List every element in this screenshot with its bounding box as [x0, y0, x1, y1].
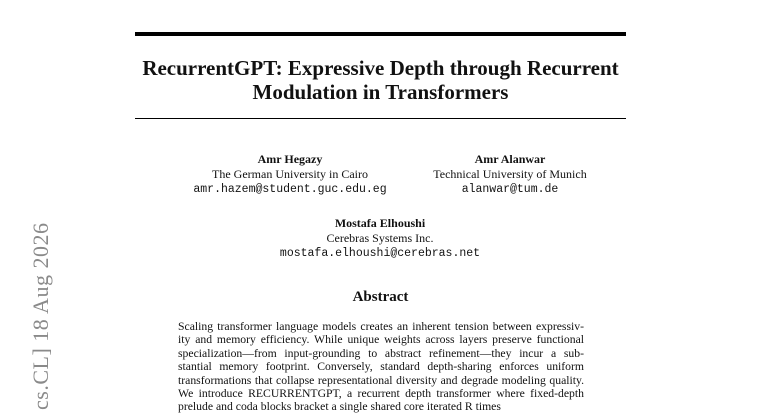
author-affiliation: The German University in Cairo: [212, 167, 368, 181]
author-email: mostafa.elhoushi@cerebras.net: [279, 247, 481, 260]
author-email: alanwar@tum.de: [461, 183, 559, 196]
abstract-heading: Abstract: [352, 289, 409, 305]
author-affiliation: Cerebras Systems Inc.: [326, 231, 434, 245]
abstract-line: quality. We introduce RECURRENTGPT, a recurrent depth transformer where: [178, 373, 585, 401]
author-name: Amr Hegazy: [257, 152, 323, 166]
abstract-line: stantial memory footprint. Conversely, standard depth-sharing enforces uniform: [178, 360, 584, 374]
paper-title-line-1: RecurrentGPT: Expressive Depth through Recurrent: [142, 56, 619, 80]
abstract-line: transformations that collapse representational diversity and degrade modeling: [178, 373, 546, 387]
abstract-line: fixed-depth prelude and coda blocks bracket a single shared core iterated R times: [178, 387, 584, 414]
arxiv-identifier-stamp: cs.CL] 18 Aug 2026: [28, 222, 53, 410]
abstract-line: Scaling transformer language models creates an inherent tension between expressiv-: [178, 320, 584, 333]
abstract-body: [178, 320, 584, 414]
author-block: [260, 216, 500, 261]
author-block: [390, 152, 630, 197]
abstract-line: ity and memory efficiency. While unique weights across layers preserve functional: [178, 333, 584, 347]
author-name: Mostafa Elhoushi: [334, 216, 426, 230]
author-block: [170, 152, 410, 197]
author-affiliation: Technical University of Munich: [433, 167, 587, 181]
abstract-line: specialization—from input-grounding to abstract refinement—they incur a sub-: [178, 346, 584, 360]
author-name: Amr Alanwar: [474, 152, 546, 166]
title-bottom-rule: [135, 118, 626, 119]
paper-title-line-2: Modulation in Transformers: [252, 80, 509, 104]
author-email: amr.hazem@student.guc.edu.eg: [193, 183, 387, 196]
paper-title: [135, 56, 626, 104]
title-top-rule: [135, 32, 626, 36]
